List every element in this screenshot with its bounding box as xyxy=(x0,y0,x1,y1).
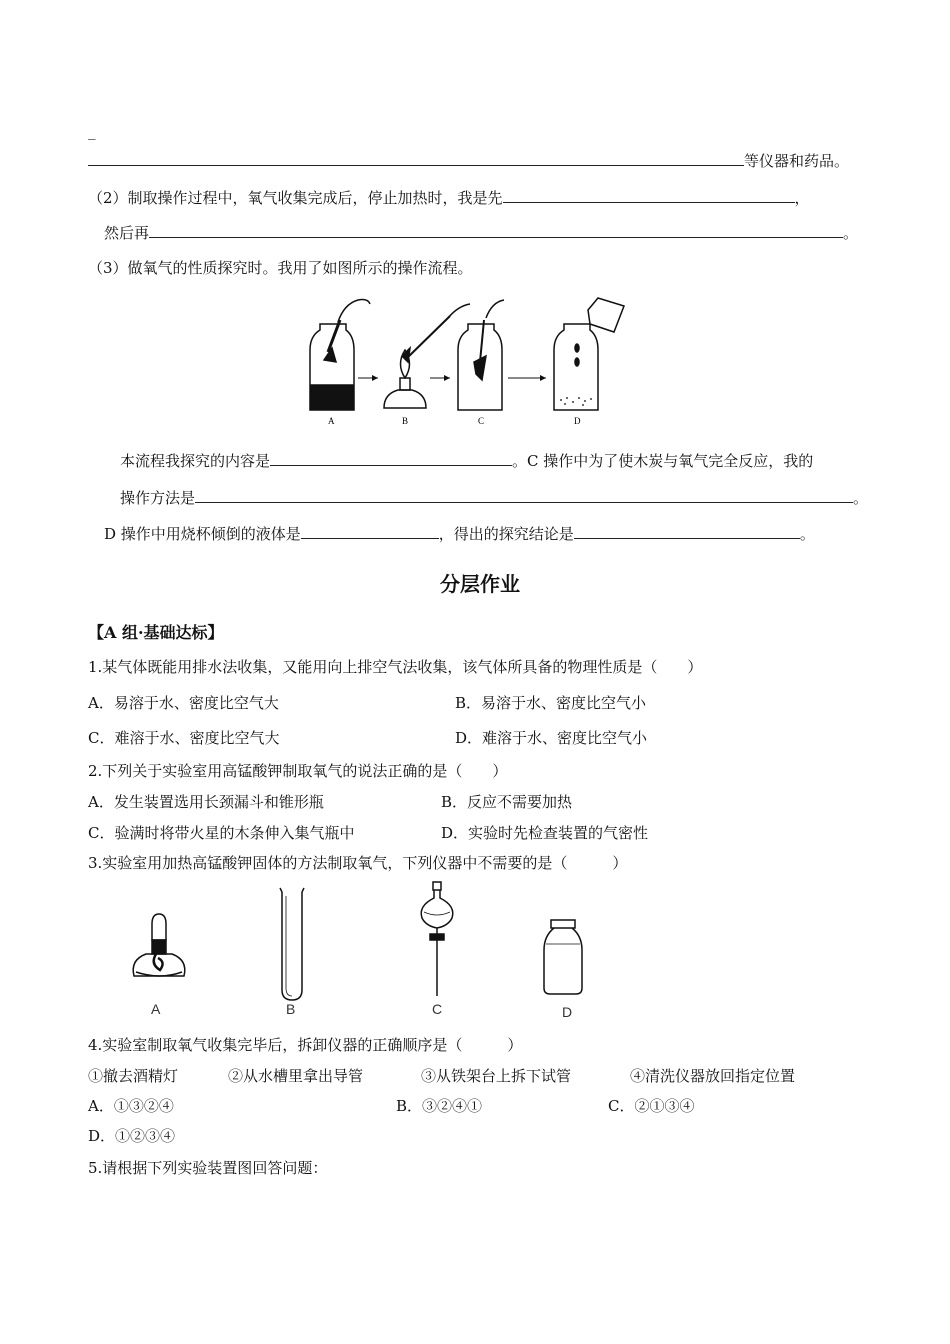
method-suffix: 。 xyxy=(853,489,869,507)
q3-alcohol-lamp[interactable] xyxy=(133,914,185,1017)
q2-then: 然后再 xyxy=(104,224,150,242)
q2-stem: 2.下列关于实验室用高锰酸钾制取氧气的说法正确的是（ ） xyxy=(88,762,508,780)
blank-line-apparatus xyxy=(88,150,849,171)
q4-stem: 4.实验室制取氧气收集完毕后，拆卸仪器的正确顺序是（ ） xyxy=(88,1036,523,1054)
q1-option-d[interactable]: D．难溶于水、密度比空气小 xyxy=(455,729,648,747)
q3-apparatus-figure xyxy=(120,880,600,1025)
section-title: 分层作业 xyxy=(440,572,520,596)
dash-mark: _ xyxy=(88,122,96,140)
flow-label-b: B xyxy=(402,416,409,426)
answer-blank-content[interactable] xyxy=(270,451,512,466)
q4-option-d[interactable]: D．①②③④ xyxy=(88,1127,176,1145)
d-suffix: 。 xyxy=(799,525,815,543)
q2-option-d[interactable]: D．实验时先检查装置的气密性 xyxy=(441,824,649,842)
q4-option-a[interactable]: A．①③②④ xyxy=(88,1097,174,1115)
content-suffix: 。C 操作中为了使木炭与氧气完全反应，我的 xyxy=(512,452,814,470)
q1-option-a[interactable]: A．易溶于水、密度比空气大 xyxy=(88,694,279,712)
q2-option-c[interactable]: C．验满时将带火星的木条伸入集气瓶中 xyxy=(88,824,355,842)
q3-gas-jar[interactable] xyxy=(544,920,582,1020)
q3-test-tube[interactable] xyxy=(280,888,304,1017)
q3-label-b: B xyxy=(286,1001,296,1017)
q3-label-c: C xyxy=(432,1001,443,1017)
answer-blank-first-step[interactable] xyxy=(503,188,795,203)
flow-step-d-jar xyxy=(554,298,624,410)
method-line xyxy=(120,487,868,508)
q4-step-4: ④清洗仪器放回指定位置 xyxy=(630,1067,796,1085)
q3-text: （3）做氧气的性质探究时。我用了如图所示的操作流程。 xyxy=(88,259,473,277)
answer-blank-apparatus[interactable] xyxy=(88,151,744,166)
q2-end: 。 xyxy=(843,224,859,242)
q3-separatory-funnel[interactable] xyxy=(421,882,453,1017)
flow-label-c: C xyxy=(478,416,485,426)
q1-option-c[interactable]: C．难溶于水、密度比空气大 xyxy=(88,729,280,747)
flow-label-a: A xyxy=(328,416,335,426)
q2-option-a[interactable]: A．发生装置选用长颈漏斗和锥形瓶 xyxy=(88,793,324,811)
content-line xyxy=(120,450,813,471)
line1-tail: 等仪器和药品。 xyxy=(744,152,850,170)
q3-label-a: A xyxy=(151,1001,161,1017)
answer-blank-conclusion[interactable] xyxy=(574,524,800,539)
answer-blank-second-step[interactable] xyxy=(149,223,843,238)
flow-label-d: D xyxy=(574,416,581,426)
answer-blank-liquid[interactable] xyxy=(301,524,439,539)
q3-stem: 3.实验室用加热高锰酸钾固体的方法制取氧气，下列仪器中不需要的是（ ） xyxy=(88,854,628,872)
q2-comma: ， xyxy=(794,189,810,207)
d-middle: ，得出的探究结论是 xyxy=(438,525,574,543)
group-title: 【A 组·基础达标】 xyxy=(88,623,224,642)
d-line xyxy=(104,523,815,544)
q4-option-b[interactable]: B．③②④① xyxy=(396,1097,483,1115)
flow-step-a-jar xyxy=(310,300,370,411)
q4-step-2: ②从水槽里拿出导管 xyxy=(228,1067,364,1085)
q3-label-d: D xyxy=(562,1004,573,1020)
q4-option-c[interactable]: C．②①③④ xyxy=(608,1097,695,1115)
q2-text: （2）制取操作过程中，氧气收集完成后，停止加热时，我是先 xyxy=(88,189,503,207)
q2-option-b[interactable]: B．反应不需要加热 xyxy=(441,793,573,811)
q4-step-3: ③从铁架台上拆下试管 xyxy=(421,1067,572,1085)
q1-stem: 1.某气体既能用排水法收集，又能用向上排空气法收集，该气体所具备的物理性质是（ ） xyxy=(88,658,703,676)
answer-blank-method[interactable] xyxy=(195,488,853,503)
d-prefix: D 操作中用烧杯倾倒的液体是 xyxy=(104,525,301,543)
q5-stem: 5.请根据下列实验装置图回答问题： xyxy=(88,1159,328,1177)
flow-step-c-jar xyxy=(458,300,504,410)
q4-step-1: ①撤去酒精灯 xyxy=(88,1067,179,1085)
q1-option-b[interactable]: B．易溶于水、密度比空气小 xyxy=(455,694,647,712)
q2-then-line xyxy=(104,222,858,243)
method-prefix: 操作方法是 xyxy=(120,489,196,507)
flow-step-b-lamp xyxy=(384,304,470,408)
q2-line xyxy=(88,187,810,208)
content-prefix: 本流程我探究的内容是 xyxy=(120,452,271,470)
oxygen-property-flow-figure xyxy=(298,290,638,430)
